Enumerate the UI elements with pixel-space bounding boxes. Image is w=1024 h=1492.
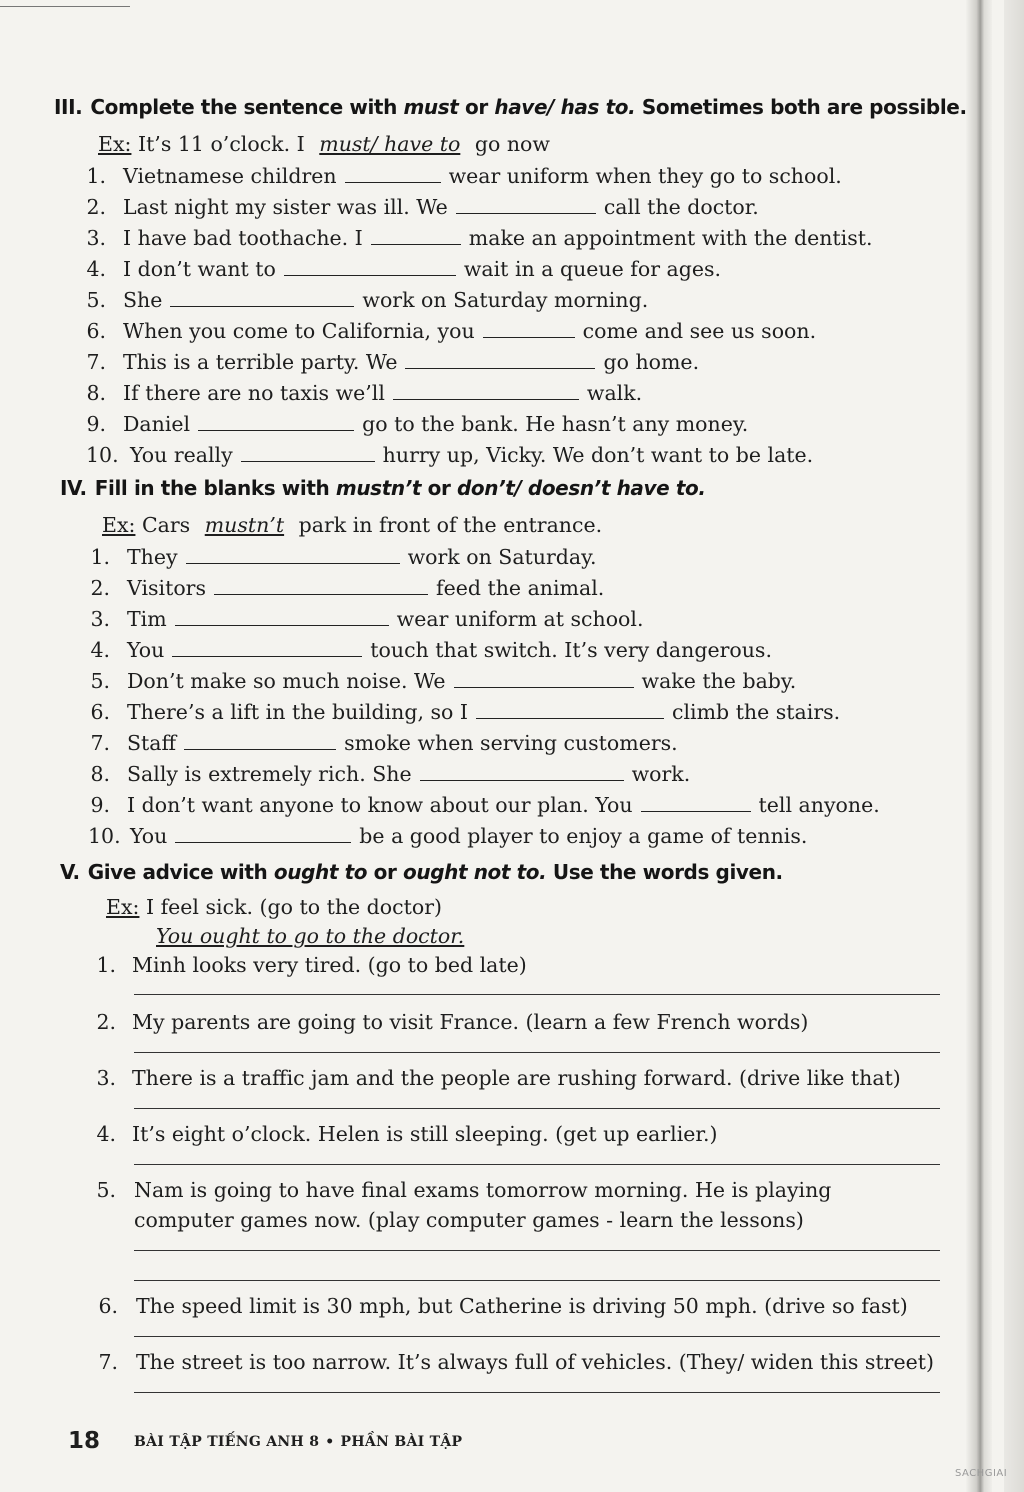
item-text: You: [127, 638, 165, 662]
item-text: You really: [130, 443, 233, 467]
answer-line[interactable]: [134, 1108, 940, 1109]
heading-text: Give advice with: [87, 860, 274, 884]
heading-text: or: [458, 95, 495, 119]
item-text: walk.: [586, 381, 643, 405]
example-answer: You ought to go to the doctor.: [156, 924, 465, 948]
section-3-heading: [54, 95, 967, 119]
item-text: feed the animal.: [435, 576, 605, 600]
watermark-logo: SACHGIAI: [955, 1468, 1008, 1479]
item-text: tell anyone.: [758, 793, 880, 817]
heading-text: Sometimes both are possible.: [635, 95, 967, 119]
item-text: There’s a lift in the building, so I: [127, 700, 469, 724]
item-text: wait in a queue for ages.: [463, 257, 722, 281]
item-text: Don’t make so much noise. We: [127, 669, 446, 693]
page-binding-shadow: [966, 0, 992, 1492]
answer-blank[interactable]: [641, 793, 751, 812]
item-number: 5.: [96, 1178, 116, 1202]
section-5-heading: [60, 860, 783, 884]
section-3-example: [98, 132, 550, 156]
item-text: call the doctor.: [603, 195, 759, 219]
item-number: 8.: [90, 762, 110, 786]
section-4-example: [102, 513, 602, 537]
book-title-text: BÀI TẬP TIẾNG ANH 8: [134, 1434, 320, 1450]
item-text: If there are no taxis we’ll: [123, 381, 385, 405]
item-text: Tim: [127, 607, 167, 631]
answer-blank[interactable]: [284, 257, 456, 276]
item-text: wake the baby.: [641, 669, 797, 693]
section-5-example: [106, 895, 442, 919]
example-text: go now: [474, 132, 550, 156]
item-text: come and see us soon.: [582, 319, 817, 343]
example-label: Ex:: [102, 513, 136, 537]
answer-blank[interactable]: [454, 669, 634, 688]
example-text: Cars: [141, 513, 191, 537]
answer-line[interactable]: [134, 1392, 940, 1393]
heading-keyword: must: [403, 95, 459, 119]
item-text: smoke when serving customers.: [344, 731, 678, 755]
example-answer: mustn’t: [204, 513, 285, 537]
heading-text: or: [367, 860, 404, 884]
item-text: Last night my sister was ill. We: [123, 195, 448, 219]
item-number: 6.: [98, 1294, 118, 1318]
item-number: 4.: [86, 257, 106, 281]
example-answer: must/ have to: [319, 132, 461, 156]
item-number: 4.: [96, 1122, 116, 1146]
example-text: park in front of the entrance.: [298, 513, 603, 537]
item-number: 3.: [96, 1066, 116, 1090]
item-text: computer games now. (play computer games - learn the lessons): [134, 1208, 804, 1232]
item-text: climb the stairs.: [672, 700, 841, 724]
item-text: wear uniform at school.: [396, 607, 644, 631]
heading-keyword: ought not to.: [403, 860, 547, 884]
item-text: There is a traffic jam and the people are rushing forward. (drive like that): [132, 1066, 901, 1090]
item-text: Nam is going to have final exams tomorrow morning. He is playing: [134, 1178, 832, 1202]
item-number: 6.: [86, 319, 106, 343]
answer-blank[interactable]: [476, 700, 664, 719]
item-number: 5.: [90, 669, 110, 693]
item-number: 3.: [86, 226, 106, 250]
item-number: 8.: [86, 381, 106, 405]
answer-blank[interactable]: [175, 824, 351, 843]
answer-blank[interactable]: [345, 164, 441, 183]
item-number: 7.: [90, 731, 110, 755]
item-text: hurry up, Vicky. We don’t want to be late.: [382, 443, 814, 467]
item-number: 6.: [90, 700, 110, 724]
item-text: It’s eight o’clock. Helen is still sleeping. (get up earlier.): [132, 1122, 718, 1146]
answer-line[interactable]: [134, 1250, 940, 1251]
item-text: Visitors: [127, 576, 206, 600]
heading-text: or: [421, 476, 457, 500]
example-label: Ex:: [106, 895, 140, 919]
item-text: touch that switch. It’s very dangerous.: [370, 638, 772, 662]
section-5-example-answer: [156, 924, 464, 948]
answer-blank[interactable]: [456, 195, 596, 214]
item-text: Sally is extremely rich. She: [127, 762, 412, 786]
answer-blank[interactable]: [214, 576, 428, 595]
heading-keyword: don’t/ doesn’t have to.: [456, 476, 706, 500]
page-number: 18: [68, 1428, 101, 1454]
item-number: 7.: [98, 1350, 118, 1374]
item-text: wear uniform when they go to school.: [448, 164, 842, 188]
item-text: I don’t want to: [123, 257, 276, 281]
answer-blank[interactable]: [170, 288, 354, 307]
book-part-text: PHẦN BÀI TẬP: [340, 1434, 463, 1450]
item-text: work on Saturday morning.: [362, 288, 649, 312]
item-text: go to the bank. He hasn’t any money.: [362, 412, 749, 436]
item-text: go home.: [603, 350, 700, 374]
item-number: 3.: [90, 607, 110, 631]
item-text: When you come to California, you: [123, 319, 475, 343]
bullet-separator: •: [325, 1434, 335, 1450]
item-number: 5.: [86, 288, 106, 312]
book-title: [134, 1434, 462, 1450]
answer-blank[interactable]: [241, 443, 375, 462]
heading-text: Use the words given.: [546, 860, 783, 884]
answer-blank[interactable]: [371, 226, 461, 245]
item-text: I don’t want anyone to know about our plan. You: [127, 793, 633, 817]
item-number: 4.: [90, 638, 110, 662]
item-text: The speed limit is 30 mph, but Catherine is driving 50 mph. (drive so fast): [136, 1294, 908, 1318]
heading-keyword: mustn’t: [335, 476, 422, 500]
item-number: 1.: [86, 164, 106, 188]
item-text: Staff: [127, 731, 177, 755]
answer-blank[interactable]: [198, 412, 354, 431]
example-text: It’s 11 o’clock. I: [137, 132, 305, 156]
item-text: Daniel: [123, 412, 191, 436]
answer-line[interactable]: [134, 1280, 940, 1281]
answer-blank[interactable]: [393, 381, 579, 400]
item-text: work on Saturday.: [407, 545, 597, 569]
item-text: My parents are going to visit France. (learn a few French words): [132, 1010, 809, 1034]
item-text: You: [130, 824, 168, 848]
top-rule: [0, 6, 130, 7]
answer-line[interactable]: [134, 994, 940, 995]
item-text: I have bad toothache. I: [123, 226, 363, 250]
item-number: 9.: [90, 793, 110, 817]
item-text: make an appointment with the dentist.: [468, 226, 873, 250]
heading-text: Complete the sentence with: [90, 95, 404, 119]
item-text: They: [127, 545, 178, 569]
item-number: 1.: [90, 545, 110, 569]
example-label: Ex:: [98, 132, 132, 156]
item-text: She: [123, 288, 163, 312]
answer-blank[interactable]: [172, 638, 362, 657]
item-number: 9.: [86, 412, 106, 436]
item-text: Vietnamese children: [123, 164, 337, 188]
answer-blank[interactable]: [405, 350, 595, 369]
answer-line[interactable]: [134, 1164, 940, 1165]
item-text: be a good player to enjoy a game of tennis.: [359, 824, 808, 848]
example-text: I feel sick. (go to the doctor): [145, 895, 443, 919]
item-number: 2.: [86, 195, 106, 219]
answer-blank[interactable]: [186, 545, 400, 564]
section-4-heading: [60, 476, 706, 500]
item-number: 1.: [96, 953, 116, 977]
answer-blank[interactable]: [184, 731, 336, 750]
answer-blank[interactable]: [175, 607, 389, 626]
item-text: This is a terrible party. We: [123, 350, 398, 374]
item-text: Minh looks very tired. (go to bed late): [132, 953, 527, 977]
answer-line[interactable]: [134, 1336, 940, 1337]
item-number: 7.: [86, 350, 106, 374]
answer-line[interactable]: [134, 1052, 940, 1053]
item-number: 2.: [90, 576, 110, 600]
item-number: 10.: [88, 824, 121, 848]
section-3-number: III.: [54, 95, 83, 119]
heading-keyword: have/ has to.: [494, 95, 636, 119]
item-number: 2.: [96, 1010, 116, 1034]
page-edge: [1004, 0, 1024, 1492]
answer-blank[interactable]: [420, 762, 624, 781]
item-text: work.: [631, 762, 691, 786]
item-text: The street is too narrow. It’s always full of vehicles. (They/ widen this street): [136, 1350, 934, 1374]
section-4-number: IV.: [60, 476, 87, 500]
section-5-number: V.: [60, 860, 80, 884]
heading-keyword: ought to: [273, 860, 368, 884]
answer-blank[interactable]: [483, 319, 575, 338]
item-number: 10.: [86, 443, 119, 467]
heading-text: Fill in the blanks with: [94, 476, 336, 500]
